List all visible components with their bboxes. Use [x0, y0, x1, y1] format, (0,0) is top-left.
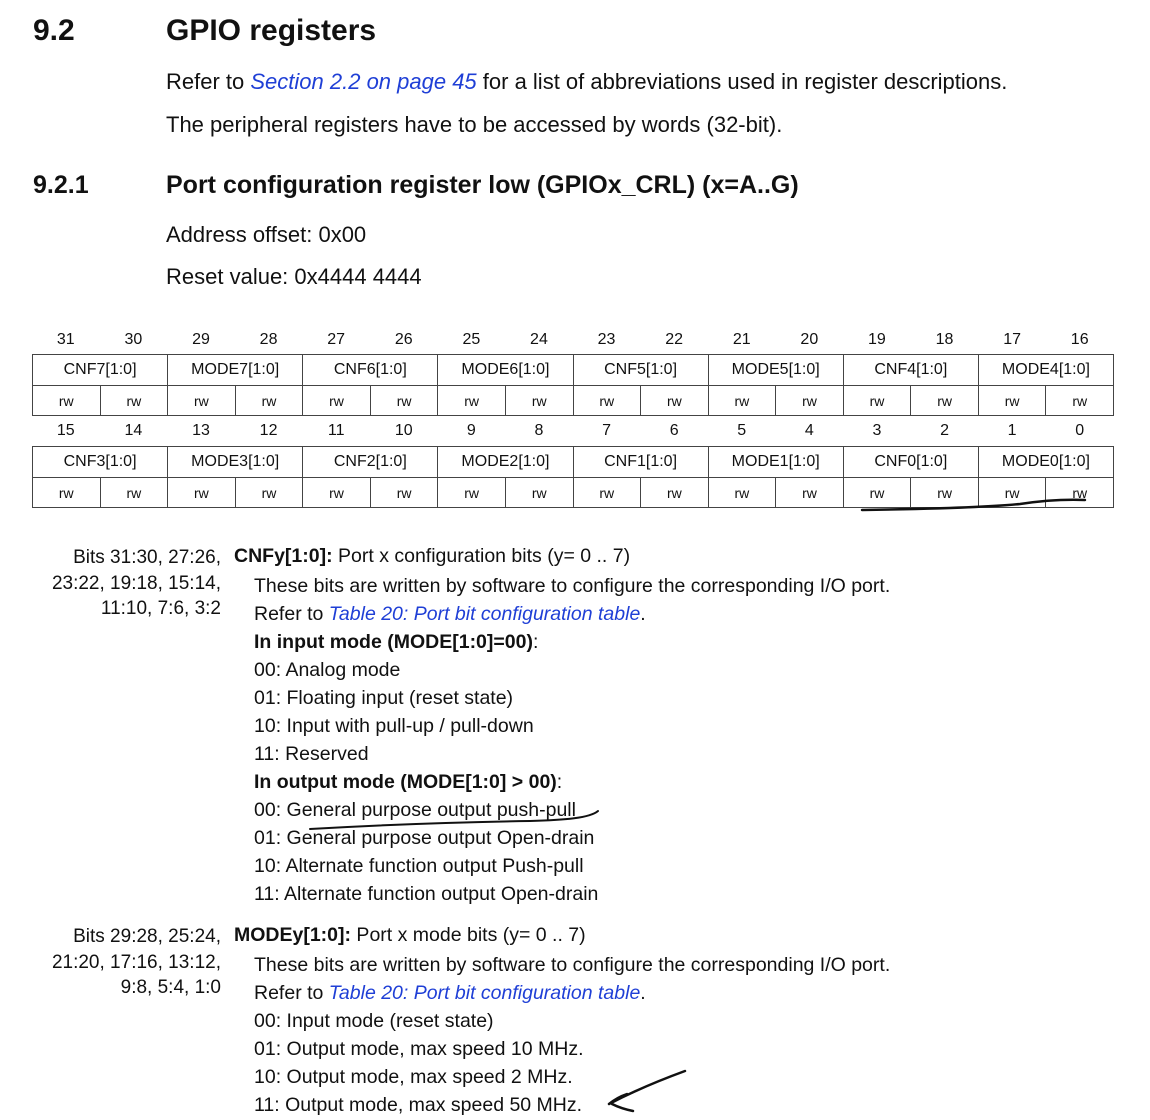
mode-item: 11: Output mode, max speed 50 MHz. [254, 1094, 583, 1116]
access-cell: rw [168, 386, 236, 416]
cnf-bits-line: 23:22, 19:18, 15:14, [51, 572, 221, 594]
access-cell: rw [978, 386, 1046, 416]
upper-bit-numbers [32, 331, 1114, 349]
mode-summary: Port x mode bits (y= 0 .. 7) [351, 924, 586, 946]
access-cell: rw [911, 478, 979, 508]
address-offset: Address offset: 0x00 [166, 222, 367, 247]
access-cell: rw [1046, 478, 1114, 508]
field-cell: CNF0[1:0] [843, 447, 978, 478]
cnf-summary: Port x configuration bits (y= 0 .. 7) [332, 545, 631, 567]
access-cell: rw [978, 478, 1046, 508]
input-item: 00: Analog mode [254, 659, 401, 681]
access-cell: rw [33, 386, 101, 416]
subsection-number: 9.2.1 [33, 171, 89, 199]
field-cell: CNF6[1:0] [303, 355, 438, 386]
access-cell: rw [708, 478, 776, 508]
field-cell: MODE7[1:0] [168, 355, 303, 386]
section-link[interactable]: Section 2.2 on page 45 [250, 69, 477, 94]
output-mode-heading [254, 771, 562, 794]
access-cell: rw [708, 386, 776, 416]
access-cell: rw [505, 386, 573, 416]
access-cell: rw [100, 478, 168, 508]
intro-refer-prefix: Refer to [166, 69, 251, 94]
field-cell: CNF7[1:0] [33, 355, 168, 386]
mode-bits-line: 21:20, 17:16, 13:12, [51, 951, 221, 973]
mode-bits-line: Bits 29:28, 25:24, [73, 926, 221, 947]
table-link[interactable]: Table 20: Port bit configuration table [328, 982, 641, 1004]
mode-line1: These bits are written by software to configure the corresponding I/O port. [254, 954, 891, 976]
bit-number: 2 [940, 422, 949, 439]
access-cell: rw [1046, 386, 1114, 416]
cnf-bits-label [52, 545, 221, 622]
mode-item: 01: Output mode, max speed 10 MHz. [254, 1038, 584, 1060]
cnf-name: CNFy[1:0]: [234, 545, 333, 567]
output-item: 10: Alternate function output Push-pull [254, 855, 584, 877]
access-cell: rw [843, 478, 911, 508]
bit-number: 19 [868, 331, 886, 348]
output-mode-title: In output mode (MODE[1:0] > 00) [254, 771, 557, 793]
access-cell: rw [100, 386, 168, 416]
bit-number: 4 [804, 422, 814, 439]
access-cell: rw [370, 478, 438, 508]
cnf-bits-line: 11:10, 7:6, 3:2 [100, 598, 221, 619]
bit-number: 25 [462, 331, 481, 348]
access-cell: rw [303, 386, 371, 416]
access-cell: rw [843, 386, 911, 416]
input-item: 10: Input with pull-up / pull-down [254, 715, 534, 737]
bit-number: 12 [259, 422, 278, 439]
access-row [33, 386, 1114, 416]
access-cell: rw [303, 478, 371, 508]
intro-access-note: The peripheral registers have to be accessed by words (32-bit). [166, 112, 783, 137]
field-cell: MODE2[1:0] [438, 447, 573, 478]
bit-number: 10 [394, 422, 413, 439]
field-row [33, 447, 1114, 478]
bit-number: 1 [1007, 422, 1017, 439]
access-cell: rw [573, 478, 641, 508]
mode-refer-prefix: Refer to [254, 982, 329, 1004]
cnf-heading [234, 545, 630, 568]
field-cell: MODE5[1:0] [708, 355, 843, 386]
mode-refer-suffix: . [640, 982, 646, 1004]
access-cell: rw [168, 478, 236, 508]
table-link[interactable]: Table 20: Port bit configuration table [328, 603, 641, 625]
field-row [33, 355, 1114, 386]
section-title: GPIO registers [166, 14, 377, 47]
field-cell: MODE3[1:0] [168, 447, 303, 478]
reset-value: Reset value: 0x4444 4444 [166, 264, 422, 289]
access-cell: rw [235, 478, 303, 508]
input-item: 11: Reserved [254, 743, 369, 765]
field-cell: CNF5[1:0] [573, 355, 708, 386]
field-cell: CNF4[1:0] [843, 355, 978, 386]
mode-item: 00: Input mode (reset state) [254, 1010, 494, 1032]
field-cell: CNF2[1:0] [303, 447, 438, 478]
access-cell: rw [505, 478, 573, 508]
bit-number: 14 [124, 422, 143, 439]
bit-number: 3 [872, 422, 882, 439]
output-item: 00: General purpose output push-pull [254, 799, 576, 821]
bit-number: 8 [534, 422, 544, 439]
bit-number: 23 [597, 331, 616, 348]
cnf-bits-line: Bits 31:30, 27:26, [73, 547, 221, 568]
mode-heading [234, 924, 586, 947]
bit-number: 11 [327, 422, 345, 439]
field-cell: MODE6[1:0] [438, 355, 573, 386]
bit-number: 26 [394, 331, 413, 348]
field-cell: CNF3[1:0] [33, 447, 168, 478]
input-mode-heading [254, 631, 538, 654]
input-item: 01: Floating input (reset state) [254, 687, 514, 709]
input-mode-title: In input mode (MODE[1:0]=00) [254, 631, 533, 653]
bit-number: 5 [737, 422, 747, 439]
field-cell: MODE4[1:0] [978, 355, 1113, 386]
bit-number: 16 [1070, 331, 1089, 348]
access-cell: rw [776, 386, 844, 416]
access-cell: rw [33, 478, 101, 508]
cnf-line1: These bits are written by software to configure the corresponding I/O port. [254, 575, 891, 597]
access-cell: rw [573, 386, 641, 416]
access-cell: rw [911, 386, 979, 416]
intro-refer-suffix: for a list of abbreviations used in register descriptions. [476, 69, 1008, 94]
access-cell: rw [438, 478, 506, 508]
register-table-upper [32, 354, 1114, 416]
intro-refer-line [166, 69, 1007, 95]
output-item: 11: Alternate function output Open-drain [254, 883, 599, 905]
access-cell: rw [776, 478, 844, 508]
cnf-refer [254, 603, 646, 626]
access-cell: rw [438, 386, 506, 416]
bit-number: 31 [56, 331, 75, 348]
bit-number: 29 [192, 331, 210, 348]
bit-number: 18 [935, 331, 954, 348]
field-cell: MODE0[1:0] [978, 447, 1113, 478]
cnf-refer-suffix: . [640, 603, 646, 625]
bit-number: 6 [669, 422, 679, 439]
bit-number: 13 [192, 422, 210, 439]
access-cell: rw [641, 478, 709, 508]
subsection-title: Port configuration register low (GPIOx_CRL) (x=A..G) [166, 171, 799, 199]
bit-number: 22 [665, 331, 684, 348]
field-cell: CNF1[1:0] [573, 447, 708, 478]
bit-number: 24 [530, 331, 548, 348]
mode-bits-line: 9:8, 5:4, 1:0 [120, 977, 221, 998]
output-mode-colon: : [556, 771, 563, 793]
access-cell: rw [370, 386, 438, 416]
checkmark-stroke [609, 1071, 685, 1111]
bit-number: 20 [800, 331, 819, 348]
lower-bit-numbers [32, 422, 1114, 440]
bit-number: 28 [259, 331, 278, 348]
output-item: 01: General purpose output Open-drain [254, 827, 595, 849]
mode-name: MODEy[1:0]: [234, 924, 352, 946]
bit-number: 27 [327, 331, 346, 348]
bit-number: 7 [602, 422, 611, 439]
input-mode-colon: : [532, 631, 539, 653]
access-row [33, 478, 1114, 508]
mode-refer [254, 982, 646, 1005]
mode-bits-label [52, 924, 221, 1001]
bit-number: 17 [1003, 331, 1021, 348]
register-table-lower [32, 446, 1114, 508]
bit-number: 0 [1075, 422, 1085, 439]
section-number: 9.2 [33, 14, 75, 47]
field-cell: MODE1[1:0] [708, 447, 843, 478]
cnf-refer-prefix: Refer to [254, 603, 329, 625]
bit-number: 21 [732, 331, 751, 348]
bit-number: 30 [124, 331, 143, 348]
mode-item: 10: Output mode, max speed 2 MHz. [254, 1066, 573, 1088]
bit-number: 15 [56, 422, 75, 439]
access-cell: rw [641, 386, 709, 416]
access-cell: rw [235, 386, 303, 416]
bit-number: 9 [466, 422, 476, 439]
